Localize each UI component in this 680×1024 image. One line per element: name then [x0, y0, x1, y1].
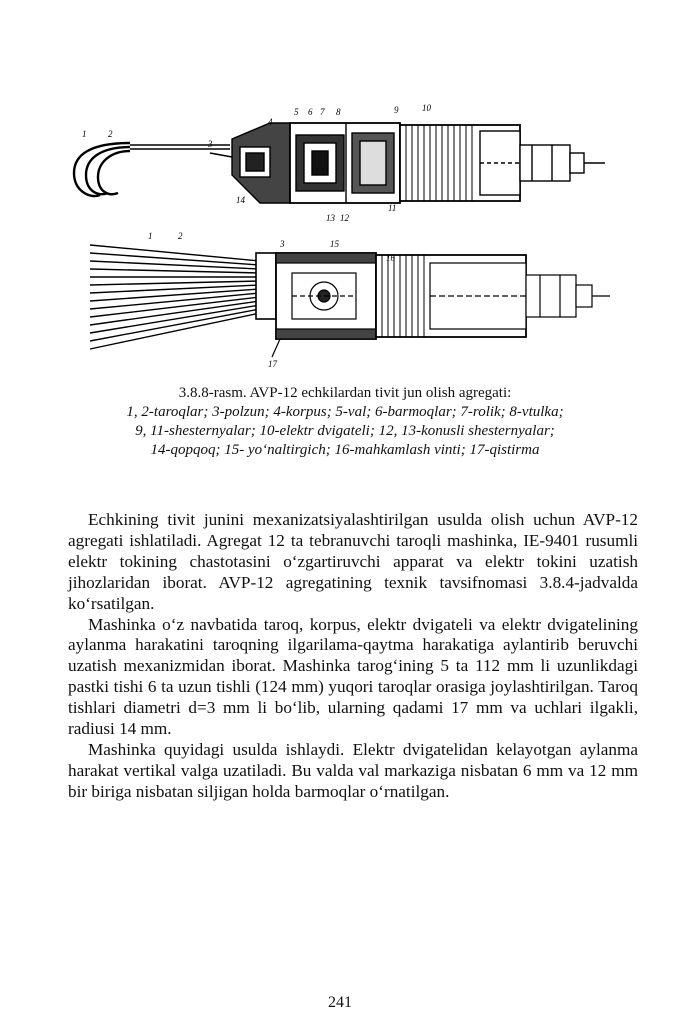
figure-caption: [80, 384, 610, 460]
svg-text:2: 2: [108, 129, 113, 139]
svg-text:3: 3: [280, 239, 285, 249]
paragraph-1: Echkining tivit junini mexanizatsiyalashtirilgan usulda olish uchun AVP-12 agregati ishlatiladi. Agregat 12 ta tebranuvchi taroqli mashinka, IE-9401 rusumli elektr tokining chastotasini o‘zgartiruvchi apparat va elektr tokini uzatish jihozlaridan iborat. AVP-12 agregatining texnik tavsifnomasi 3.8.4-jadvalda ko‘rsatilgan.: [68, 510, 638, 613]
svg-text:8: 8: [336, 107, 341, 117]
svg-text:10: 10: [422, 103, 431, 113]
body-text: [68, 510, 638, 803]
paragraph-2: Mashinka o‘z navbatida taroq, korpus, elektr dvigateli va elektr dvigatelining aylanma harakatini taroqning ilgarilama-qaytma harakatiga aylantirib beruvchi uzatish mexanizmidan iborat. Mashinka tarog‘ining 5 ta 112 mm li uzunlikdagi pastki tishi 6 ta uzun tishli (124 mm) yuqori taroqlar orasiga joylashtirilgan. Taroq tishlari diametri d=3 mm li bo‘lib, ularning qadami 17 mm va uchlari ilgakli, radiusi 14 mm.: [68, 614, 638, 739]
svg-text:7: 7: [320, 107, 325, 117]
svg-text:11: 11: [388, 203, 397, 213]
caption-legend-line-2: 9, 11-shesternyalar; 10-elektr dvigateli; 12, 13-konusli shesternyalar;: [135, 423, 555, 439]
svg-text:1: 1: [82, 129, 87, 139]
bottom-drawing: [90, 245, 610, 357]
svg-text:12: 12: [340, 213, 349, 223]
caption-legend-line-3: 14-qopqoq; 15- yo‘naltirgich; 16-mahkamlash vinti; 17-qistirma: [150, 442, 540, 458]
svg-text:9: 9: [394, 105, 399, 115]
svg-text:15: 15: [330, 239, 339, 249]
caption-legend-line-1: 1, 2-taroqlar; 3-polzun; 4-korpus; 5-val; 6-barmoqlar; 7-rolik; 8-vtulka;: [126, 404, 564, 420]
caption-title: 3.8.8-rasm. AVP-12 echkilardan tivit jun olish agregati:: [178, 385, 512, 401]
svg-text:14: 14: [236, 195, 245, 205]
svg-text:6: 6: [308, 107, 313, 117]
paragraph-3: Mashinka quyidagi usulda ishlaydi. Elektr dvigatelidan kelayotgan aylanma harakat vertikal valga uzatiladi. Bu valda val markaziga nisbatan 6 mm va 12 mm bir biriga nisbatan siljigan holda barmoqlar o‘rnatilgan.: [68, 739, 638, 801]
top-drawing: [74, 123, 605, 203]
svg-text:17: 17: [268, 359, 277, 369]
machine-diagram: [60, 95, 620, 380]
svg-text:1: 1: [148, 231, 153, 241]
svg-text:2: 2: [178, 231, 183, 241]
svg-text:16: 16: [386, 253, 395, 263]
svg-text:13: 13: [326, 213, 335, 223]
svg-text:3: 3: [208, 139, 213, 149]
svg-text:4: 4: [268, 117, 273, 127]
page-number: 241: [328, 994, 352, 1011]
svg-text:5: 5: [294, 107, 299, 117]
